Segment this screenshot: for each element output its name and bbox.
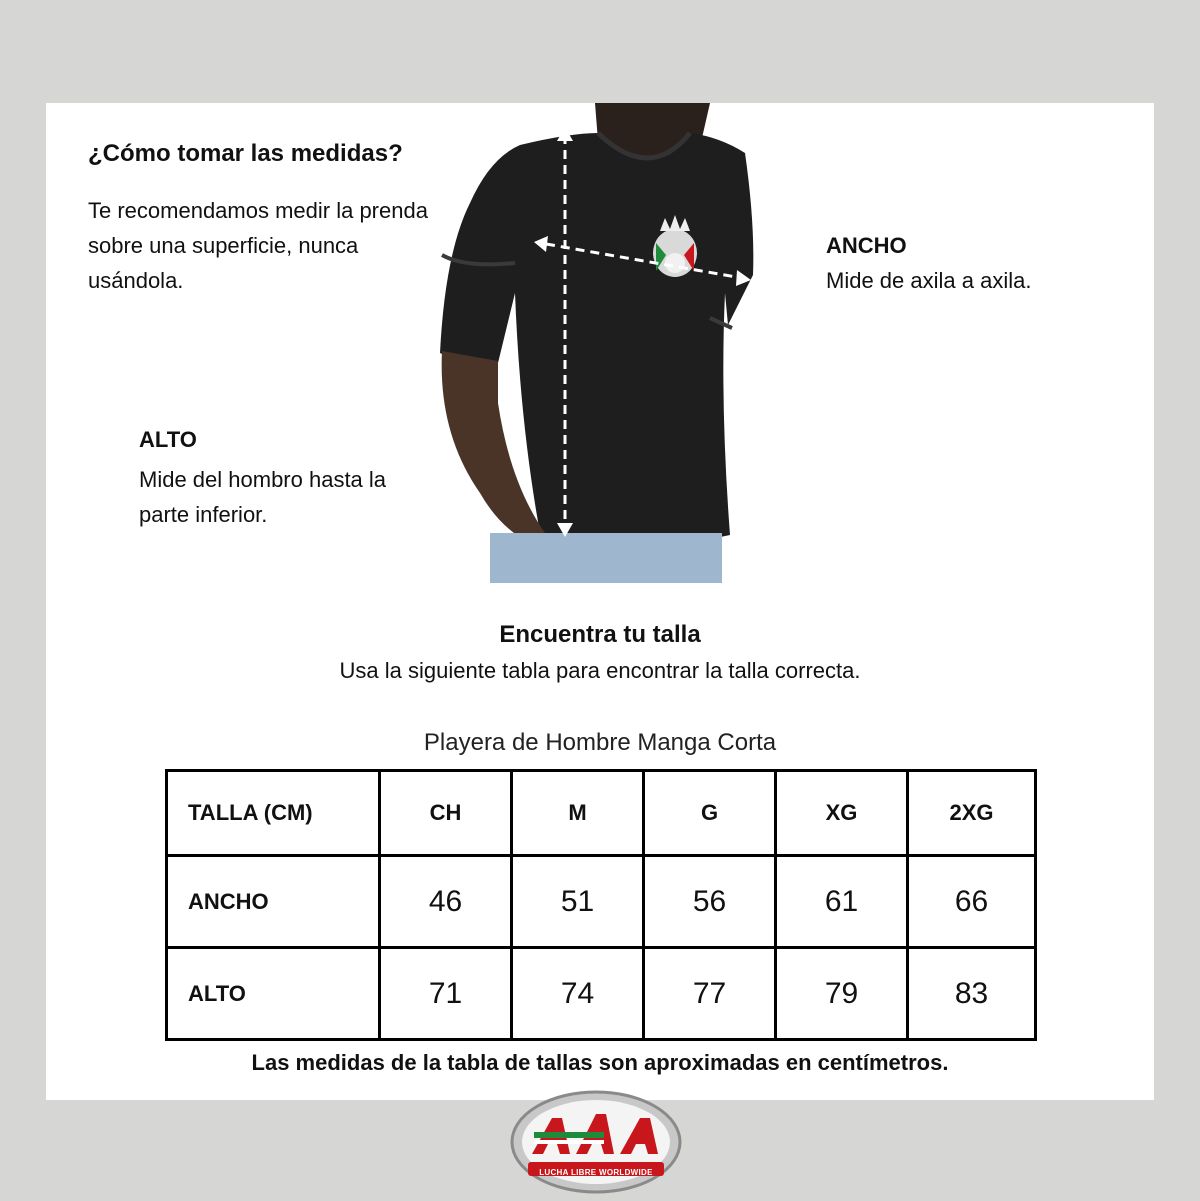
measurement-note: Las medidas de la tabla de tallas son aproximadas en centímetros.	[251, 1050, 949, 1075]
ancho-text: Mide de axila a axila.	[826, 268, 1032, 293]
logo-text: LUCHA LIBRE WORLDWIDE	[539, 1168, 653, 1177]
aaa-logo-icon	[510, 1090, 682, 1196]
model-jeans	[490, 533, 722, 583]
table-header-cell: XG	[776, 771, 908, 856]
table-cell: 46	[380, 856, 512, 948]
table-cell: 71	[380, 948, 512, 1040]
table-header-cell: G	[644, 771, 776, 856]
table-row-label: ALTO	[167, 948, 380, 1040]
table-cell: 79	[776, 948, 908, 1040]
table-cell: 51	[512, 856, 644, 948]
find-size-title: Encuentra tu talla	[499, 621, 701, 648]
table-row-label: ANCHO	[167, 856, 380, 948]
table-header-cell: CH	[380, 771, 512, 856]
table-cell: 61	[776, 856, 908, 948]
table-caption: Playera de Hombre Manga Corta	[423, 729, 777, 756]
size-table	[165, 769, 1037, 1041]
howto-text: Te recomendamos medir la prenda sobre una superficie, nunca usándola.	[88, 198, 428, 293]
table-header-cell: M	[512, 771, 644, 856]
table-cell: 77	[644, 948, 776, 1040]
table-header-cell: TALLA (CM)	[167, 771, 380, 856]
table-header-cell: 2XG	[908, 771, 1036, 856]
table-cell: 56	[644, 856, 776, 948]
alto-title: ALTO	[139, 427, 197, 452]
table-row	[167, 948, 1036, 1040]
table-cell: 83	[908, 948, 1036, 1040]
tshirt-model-image	[420, 103, 770, 583]
alto-text: Mide del hombro hasta la parte inferior.	[139, 467, 387, 527]
howto-title: ¿Cómo tomar las medidas?	[88, 140, 403, 167]
table-row	[167, 856, 1036, 948]
find-size-subtitle: Usa la siguiente tabla para encontrar la talla correcta.	[339, 658, 861, 683]
ancho-title: ANCHO	[826, 233, 907, 258]
table-header-row	[167, 771, 1036, 856]
table-cell: 74	[512, 948, 644, 1040]
aaa-logo	[510, 1090, 682, 1196]
table-cell: 66	[908, 856, 1036, 948]
